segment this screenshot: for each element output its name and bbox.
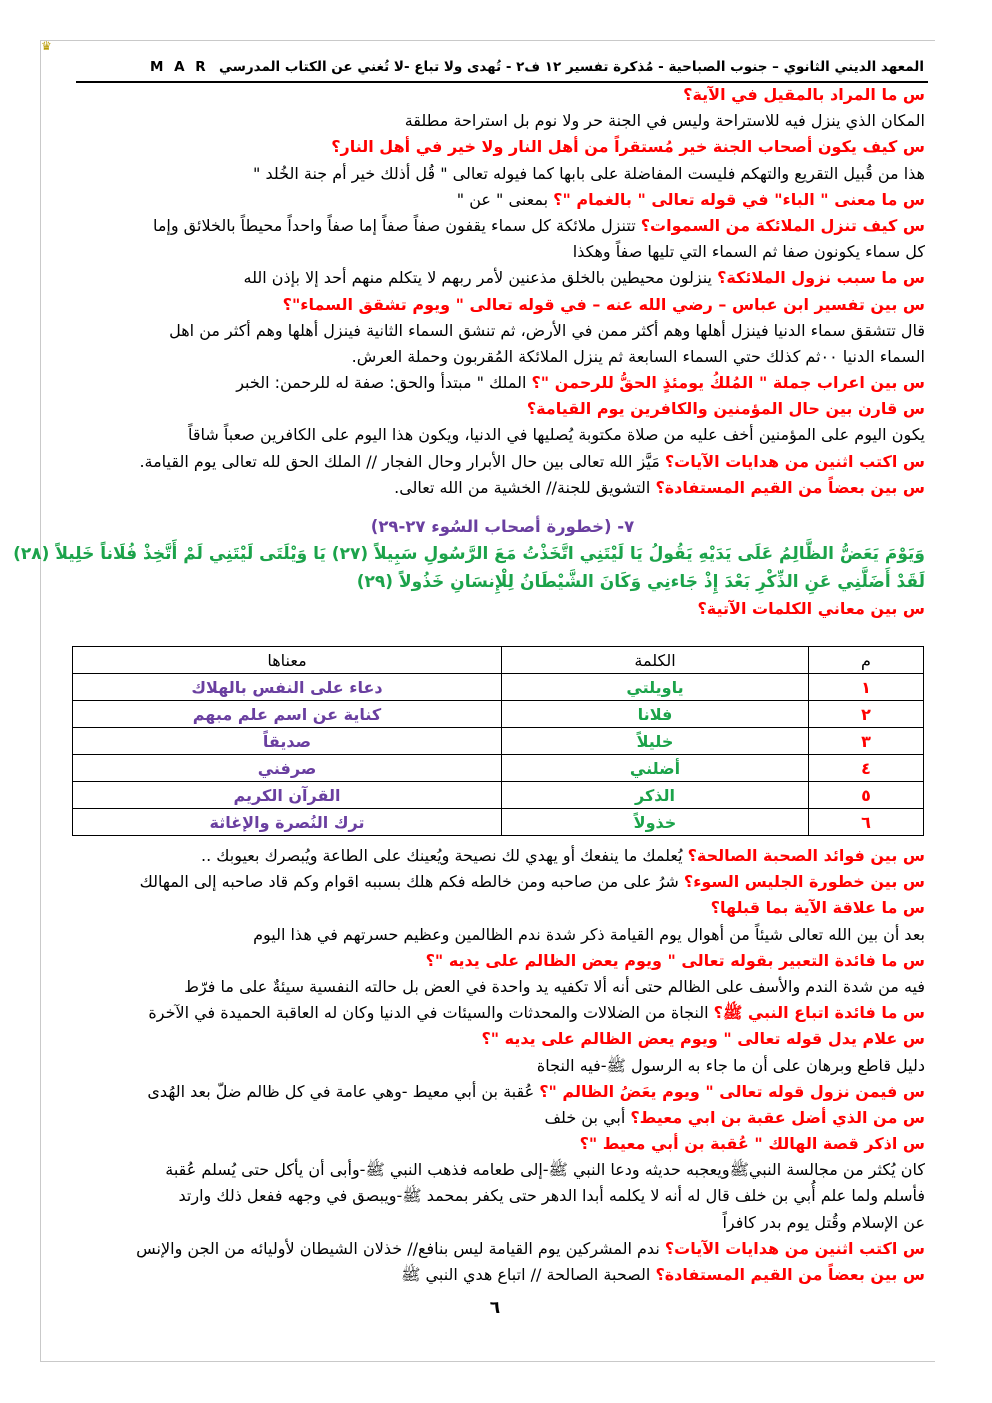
qa-line: س بين تفسير ابن عباس – رضي الله عنه – في قوله تعالى " ويوم تشقق السماء"؟ xyxy=(282,294,925,314)
qa-line: س اذكر قصة الهالك " عُقبة بن أبي معيط "؟ xyxy=(579,1134,925,1154)
qa-line: س بين بعضاً من القيم المستفادة؟ الصحبة الصالحة // اتباع هدي النبي ﷺ xyxy=(401,1265,925,1284)
qa-line: عن الإسلام وقُتل يوم بدر كافراً xyxy=(722,1212,925,1232)
qa-line: قال تتشقق سماء الدنيا فينزل أهلها وهم أكثر ممن في الأرض، ثم تنشق السماء الثانية فينزل أهلها وهم أكثر من اهل xyxy=(169,320,925,340)
qa-line: س كيف تنزل الملائكة من السموات؟ تتنزل ملائكة كل سماء يقفون صفاً صفاً إما صفاً واحداً محيطاً بالخلائق وإما xyxy=(152,215,925,235)
content xyxy=(13,82,925,622)
qa-line: كان يُكثر من مجالسة النبيﷺويعجبه حديثه ودعا النبي ﷺ-إلى طعامه فذهب النبي ﷺ-وأبى أن يأكل حتى يُسلم عُقبة xyxy=(165,1160,925,1180)
table-row: ٣ خليلاً صديقاً xyxy=(73,728,924,755)
header-initials: M A R xyxy=(150,59,209,75)
qa-line: س علام يدل قوله تعالى " ويوم يعض الظالم على يديه "؟ xyxy=(481,1029,925,1049)
header-word: الكلمة xyxy=(502,647,809,674)
qa-line: السماء الدنيا ٠٠ثم كذلك حتي السماء السابعة ثم ينزل الملائكة المُقربون وحملة العرش. xyxy=(351,346,925,366)
qa-line: س بين خطورة الجليس السوء؟ شرُ على من صاحبه ومن خالطه فكم هلك بسببه اقوام وكم قاد صاحبه إلى المهالك xyxy=(139,872,925,892)
qa-line: س ما علاقة الآية بما قبلها؟ xyxy=(710,898,925,918)
vocab-question: س بين معاني الكلمات الآتية؟ xyxy=(697,599,925,618)
qa-line: س ما معنى " الباء" في قوله تعالى " بالغمام "؟ بمعنى " عن " xyxy=(456,189,925,209)
table-row: ١ ياويلتي دعاء على النفس بالهلاك xyxy=(73,674,924,701)
content-lower xyxy=(80,843,925,1288)
qa-line: س بين بعضاً من القيم المستفادة؟ التشويق للجنة// الخشية من الله تعالى. xyxy=(394,477,925,497)
qa-line: س من الذي أضل عقبة بن ابي معيط؟ أبي بن خلف xyxy=(544,1107,925,1127)
table-row: ٢ فلانا كناية عن اسم علم مبهم xyxy=(73,701,924,728)
section-title: ٧- (خطورة أصحاب السُوء ٢٧-٢٩) xyxy=(370,517,635,536)
qa-line: دليل قاطع وبرهان على أن ما جاء به الرسول ﷺ-فيه النجاة xyxy=(536,1055,925,1075)
ayah-line: لَقَدْ أَضَلَّنِي عَنِ الذِّكْرِ بَعْدَ إِذْ جَاءنِي وَكَانَ الشَّيْطَانُ لِلْإِنسَانِ خَذُولاً (٢٩) xyxy=(356,572,925,592)
header-title: المعهد الديني الثانوي – جنوب الصباحية - مُذكرة تفسير ١٢ ف٢ - تُهدى ولا تباع -لا تُغني عن الكتاب المدرسي xyxy=(218,59,924,75)
header-meaning: معناها xyxy=(73,647,502,674)
qa-line: س بين فوائد الصحبة الصالحة؟ يُعلمك ما ينفعك أو يهدي لك نصيحة ويُعينك على الطاعة ويُبصرك بعيوبك .. xyxy=(201,846,925,865)
table-row: ٦ خذولاً ترك النُصرة والإغاثة xyxy=(73,809,924,836)
qa-line: س قارن بين حال المؤمنين والكافرين يوم القيامة؟ xyxy=(526,399,925,419)
ayah-line: وَيَوْمَ يَعَضُّ الظَّالِمُ عَلَى يَدَيْهِ يَقُولُ يَا لَيْتَنِي اتَّخَذْتُ مَعَ الرَّسُولِ سَبِيلاً (٢٧) يَا وَيْلَتَى لَيْتَنِي لَمْ أَتَّخِذْ فُلَاناً خَلِيلاً (٢٨) xyxy=(13,544,925,564)
page-header xyxy=(76,55,928,83)
table-header-row xyxy=(73,647,924,674)
vocab-table xyxy=(72,646,924,836)
qa-line: س ما فائدة التعبير بقوله تعالى " ويوم يعض الظالم على يديه "؟ xyxy=(425,950,925,970)
qa-line: فأسلم ولما علم أُبي بن خلف قال له أنه لا يكلمه أبدا الدهر حتى يكفر بمحمد ﷺ-ويبصق في وجهه ففعل ذلك وارتد xyxy=(178,1186,925,1206)
qa-line: يكون اليوم على المؤمنين أخف عليه من صلاة مكتوبة يُصليها في الدنيا، ويكون هذا اليوم على الكافرين صعباً شاقاً xyxy=(187,425,925,445)
qa-line: هذا من قُبيل التقريع والتهكم فليست المفاضلة على بابها كما فيوله تعالى " قُل أذلك خير أم جنة الخُلد " xyxy=(253,163,925,183)
qa-line: س ما المراد بالمقيل في الآية؟ xyxy=(683,85,925,104)
qa-line: س ما فائدة اتباع النبي ﷺ؟ النجاة من الضلالات والمحدثات والسيئات في الدنيا وكان له العاقبة الحميدة في الآخرة xyxy=(148,1003,925,1023)
qa-line: بعد أن بين الله تعالى شيئاً من أهوال يوم القيامة ذكر شدة ندم الظالمين وعظيم حسرتهم في هذا اليوم xyxy=(253,924,925,944)
lamp-icon: ♛ xyxy=(41,39,52,53)
table-row: ٥ الذكر القرآن الكريم xyxy=(73,782,924,809)
table-row: ٤ أضلني صرفني xyxy=(73,755,924,782)
qa-line: س اكتب اثنين من هدايات الآيات؟ ندم المشركين يوم القيامة ليس بنافع// خذلان الشيطان لأوليائه من الجن والإنس xyxy=(136,1238,925,1258)
qa-line: فيه من شدة الندم والأسف على الظالم حتى أنه ألا تكفيه يد واحدة في العض بل حالته النفسية سيئةٌ على ما فرّط xyxy=(184,976,925,996)
header-num: م xyxy=(809,647,924,674)
qa-line: المكان الذي ينزل فيه للاستراحة وليس في الجنة حر ولا نوم بل استراحة مطلقة xyxy=(404,111,925,131)
qa-line: كل سماء يكونون صفا ثم السماء التي تليها صفاً وهكذا xyxy=(572,242,925,262)
qa-line: س ما سبب نزول الملائكة؟ ينزلون محيطين بالخلق مذعنين لأمر ربهم لا يتكلم منهم أحد إلا بإذن الله xyxy=(243,268,925,288)
qa-line: س بين اعراب جملة " المُلكُ يومئذٍ الحقُّ للرحمن "؟ الملك " مبتدأ والحق: صفة له للرحمن: الخبر xyxy=(236,373,925,393)
qa-line: س فيمن نزول قوله تعالى " ويوم يعَضُ الظالم "؟ عُقبة بن أبي معيط -وهي عامة في كل ظالم ضلّ بعد الهُدى xyxy=(147,1081,925,1101)
page-number: ٦ xyxy=(489,1298,501,1318)
qa-line: س كيف يكون أصحاب الجنة خير مُستقراً من أهل النار ولا خير في أهل النار؟ xyxy=(331,137,925,157)
qa-line: س اكتب اثنين من هدايات الآيات؟ مَيَّز الله تعالى بين حال الأبرار وحال الفجار // الملك الحق لله تعالى يوم القيامة. xyxy=(139,451,925,471)
